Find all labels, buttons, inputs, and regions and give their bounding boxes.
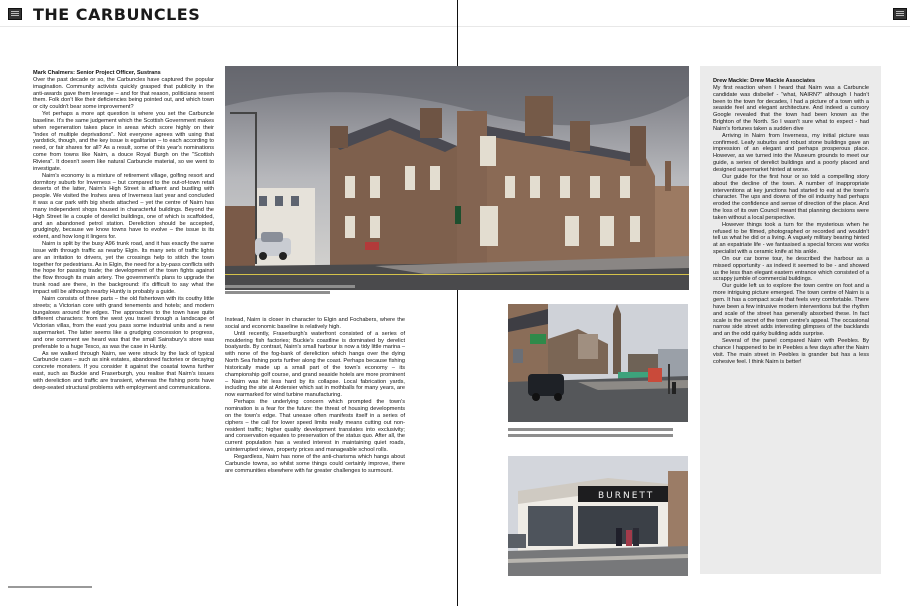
sidebar-box: [700, 66, 881, 574]
photo-caption-bar: [508, 428, 673, 431]
photo-caption-bar: [225, 291, 330, 294]
page-icon-right: [893, 8, 907, 20]
paragraph: Arriving in Nairn from Inverness, my initial picture was confirmed. Leafy suburbs and robust stone buildings gave an impression of an elegant and perhaps prosperous place. However, as we turned into the Museum grounds to meet our guide, a series of derelict buildings and a poorly placed and designed supermarket hinted at worse.: [713, 132, 869, 173]
article-byline-left: Mark Chalmers: Senior Project Officer, Sustrans: [33, 70, 161, 76]
photo-shopfront-image: [508, 456, 688, 576]
paragraph: However things took a turn for the mysterious when he refused to be filmed, photographed or recorded and wouldn't tell us what he did or a living. A vaguely military bearing hinted at an expatriate life - we fantasised a special forces war works specialist with a ceramic knife at his ankle.: [713, 221, 869, 256]
footer-rule: [8, 586, 92, 588]
photo-street-church: [508, 304, 688, 422]
paragraph: My first reaction when I heard that Nairn was a Carbuncle candidate was disbelief - "what, NAIRN?" although I hadn't been to the town for decades, I had a picture of a town with a seaside feel and elegant architecture. And indeed a cursory Google revealed that the town had been known as the Brighton of the North. So I wasn't sure what to expect - had Nairn's fortunes taken a sudden dive: [713, 84, 869, 132]
paragraph: Our guide for the first hour or so told a compelling story about the decline of the town. A number of inappropriate interventions at key junctions had started to eat at the town's character. The ups and downs of the oil industry had perhaps eroded the confidence and sense of direction of the place. And the loss of its own Council meant that planning decisions were taken without a local perspective.: [713, 173, 869, 221]
paragraph: On our car borne tour, he described the harbour as a missed opportunity - as indeed it seemed to be - and showed us the less than elegant eastern entrance which consisted of a scrappy jumble of commercial buildings.: [713, 255, 869, 283]
paragraph: Nairn is split by the busy A96 trunk road, and it has exactly the same issue with through traffic as nearby Elgin. Its many sets of traffic lights are an irritation to drivers, yet the crossings help to stitch the town together for pedestrians. As in Elgin, the need for a by-pass conflicts with the hope for passing trade; the development of the town fights against the flow through its main artery. The government's plans to upgrade the trunk road are there, in the background: it's difficult to say what the impact will be although nearby Huntly is probably a guide.: [33, 241, 214, 295]
header-rule: [0, 26, 910, 27]
photo-stone-building-image: [225, 66, 689, 290]
paragraph: Regardless, Nairn has none of the anti-charisma which hangs about Carbuncle towns, so whilst some things could certainly improve, there are communities elsewhere with far greater challenges to surmount.: [225, 453, 405, 474]
paragraph: Our guide left us to explore the town centre on foot and a more intriguing picture emerged. The town centre of Nairn is a gem. It has a compact scale that feels very comfortable. There have been a few intrusive modern interventions but the rhythm and scale of the street has generally absorbed these. In fact scale is the secret of the town centre's appeal. The occasional narrow side street adds interesting glimpses of the backlands and an the odd quirky building adds surprise.: [713, 283, 869, 338]
paragraph: As we walked through Nairn, we were struck by the lack of typical Carbuncle cues – such as sink estates, abandoned factories or decaying concrete monsters. If you consider it against the coastal towns further east, such as Buckie and Fraserburgh, you realise that Nairn's issues with dereliction and traffic are transient, whereas the fishing ports have deep-seated structural problems with employment and communications.: [33, 350, 214, 391]
paragraph: Nairn's economy is a mixture of retirement village, golfing resort and dormitory suburb for Inverness – but compared to the out-of-town retail deserts of the latter, Nairn's High Street is affluent and bustling with people. We visited the Inshes area of Inverness last year and concluded it was a car park with big sheds attached – yet the centre of Nairn has many independent shops housed in characterful buildings. Beyond the High Street lie a couple of derelict buildings, one of which is scaffolded, and an abandoned petrol station. Dereliction should be accepted, grudgingly, because we know towns have to evolve – the issue is its extent, and how long it lingers for.: [33, 172, 214, 241]
photo-stone-building: [225, 66, 689, 290]
paragraph: Over the past decade or so, the Carbuncles have captured the popular imagination. Community activists quickly grasped that publicity in the anti-awards gave them leverage – and for that reason, politicians resent them. Folk don't like their deficiencies being pointed out, and which town or city couldn't bear some improvement?: [33, 76, 214, 111]
paragraph: Yet perhaps a more apt question is where you set the Carbuncle baseline. It's the same judgement which the Scottish Government makes when regeneration takes place in areas which score highly on their "index of multiple deprivations". Not everyone agrees with using that yardstick, though, and the key issue is egalitarian – to each according to need, or fair shares for all? As a result, some of this year's nominations come from towns like Nairn, a douce Royal Burgh on the "Scottish Riviera". It doesn't seem like natural Carbuncle material, so we went to investigate.: [33, 111, 214, 172]
sidebar-text: [713, 78, 869, 365]
photo-caption-bar: [225, 285, 355, 288]
article-column-2: [225, 317, 405, 474]
paragraph: Perhaps the underlying concern which prompted the town's nomination is a fear for the future: the threat of housing developments on the town's edge. That unease often manifests itself in a series of ciphers – the call for lower speed limits really means cutting out non-resident traffic; higher quality development translates into exclusivity; and conservation equates to preservation of the status quo. After all, the current population has a vested interest in maintaining quiet roads, uninterrupted views, property prices and manageable school rolls.: [225, 399, 405, 454]
article-byline-right: Drew Mackie: Drew Mackie Associates: [713, 78, 816, 84]
photo-caption-bar: [508, 434, 673, 437]
paragraph: Several of the panel compared Nairn with Peebles. By chance I happened to be in Peebles a few days after the Nairn visit. The main street in Peebles is grander but has a less cohesive feel. I think Nairn is better!: [713, 338, 869, 365]
page-title: THE CARBUNCLES: [33, 5, 201, 24]
paragraph: Until recently, Fraserburgh's waterfront consisted of a series of mouldering fish factories; Buckie's coastline is dominated by derelict boatyards. By contrast, Nairn's small harbour is now a tidy little marina – with none of the fog-bank of dereliction which hangs over the dying North Sea fishing ports further along the coast. Perhaps because fishing historically made up a small part of the town's economy – its championship golf course, and grand seaside hotels are more prominent – Nairn was hit less hard by its collapse. Local fabrication yards, including the site at Ardersier which sat in mothballs for many years, are now earmarked for wind turbine manufacturing.: [225, 330, 405, 399]
shop-sign-text: BURNETT: [598, 491, 655, 501]
article-column-1: [33, 70, 214, 392]
photo-shopfront: [508, 456, 688, 576]
page-icon-left: [8, 8, 22, 20]
paragraph: Nairn consists of three parts – the old fishertown with its couthy little streets; a Victorian core with grand tenements and hotels; and modern bungalows around the edges. The approaches to the town have quite different characters: from the west you travel through a landscape of Victorian villas, from the east you pass some industrial units and a new supermarket. The latter seems like a grudging concession to progress, and one comment we heard was that the small Sainsbury's store was preferable to a huge Tesco, as was the case in Huntly.: [33, 295, 214, 350]
paragraph: Instead, Nairn is closer in character to Elgin and Fochabers, where the social and economic baseline is relatively high.: [225, 317, 405, 330]
photo-street-church-image: [508, 304, 688, 422]
